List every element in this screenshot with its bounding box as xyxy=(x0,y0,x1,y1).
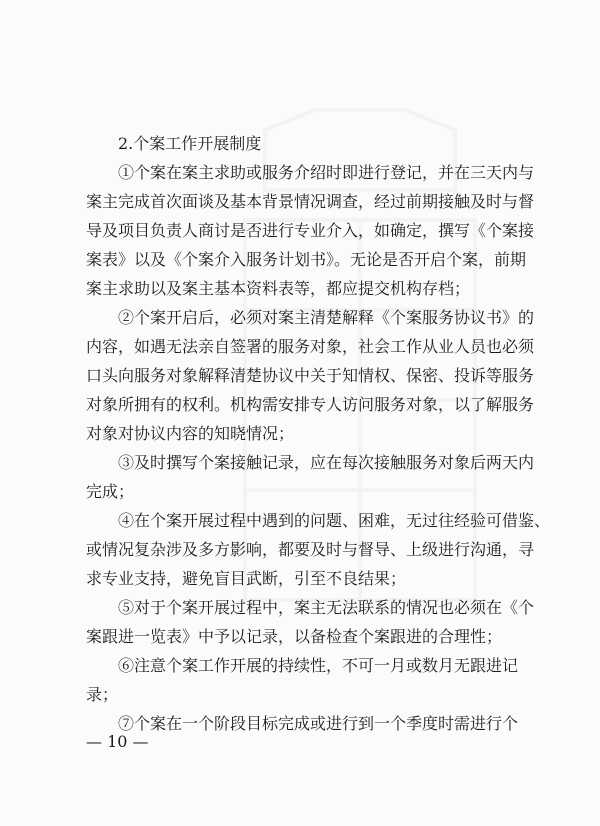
text-line: 口头向服务对象解释清楚协议中关于知情权、保密、投诉等服务 xyxy=(86,366,535,385)
text-line: ⑤对于个案开展过程中，案主无法联系的情况也必须在《个 xyxy=(118,598,535,617)
text-line: ⑥注意个案工作开展的持续性，不可一月或数月无跟进记 xyxy=(118,656,519,675)
paragraph-5 xyxy=(86,593,535,651)
text-line: ②个案开启后，必须对案主清楚解释《个案服务协议书》的 xyxy=(118,308,535,327)
paragraph-4 xyxy=(86,506,551,593)
text-line: ⑦个案在一个阶段目标完成或进行到一个季度时需进行个 xyxy=(118,714,519,733)
text-line: 案主求助以及案主基本资料表等，都应提交机构存档； xyxy=(86,279,471,298)
paragraph-2 xyxy=(86,303,535,448)
page-number: — 10 — xyxy=(86,732,149,751)
paragraph-1 xyxy=(86,158,535,303)
text-line: 求专业支持，避免盲目武断，引至不良结果； xyxy=(86,569,407,588)
document-body xyxy=(86,129,551,738)
paragraph-7 xyxy=(86,709,526,738)
text-line: 内容，如遇无法亲自签署的服务对象，社会工作从业人员也必须 xyxy=(86,337,535,356)
paragraph-6 xyxy=(86,651,526,709)
text-line: 完成； xyxy=(86,482,135,501)
text-line: 对象所拥有的权利。机构需安排专人访问服务对象，以了解服务 xyxy=(86,395,535,414)
text-line: ④在个案开展过程中遇到的问题、困难，无过往经验可借鉴、 xyxy=(118,511,551,530)
section-heading: 2.个案工作开展制度 xyxy=(118,134,262,153)
text-line: 录； xyxy=(86,685,119,704)
text-line: ①个案在案主求助或服务介绍时即进行登记，并在三天内与 xyxy=(118,163,535,182)
text-line: ③及时撰写个案接触记录，应在每次接触服务对象后两天内 xyxy=(118,453,535,472)
text-line: 案表》以及《个案介入服务计划书》。无论是否开启个案，前期 xyxy=(86,250,527,269)
paragraph-3 xyxy=(86,448,535,506)
text-line: 案主完成首次面谈及基本背景情况调查，经过前期接触及时与督 xyxy=(86,192,535,211)
text-line: 导及项目负责人商讨是否进行专业介入，如确定，撰写《个案接 xyxy=(86,221,535,240)
text-line: 案跟进一览表》中予以记录，以备检查个案跟进的合理性； xyxy=(86,627,503,646)
text-line: 对象对协议内容的知晓情况； xyxy=(86,424,295,443)
text-line: 或情况复杂涉及多方影响，都要及时与督导、上级进行沟通，寻 xyxy=(86,540,535,559)
